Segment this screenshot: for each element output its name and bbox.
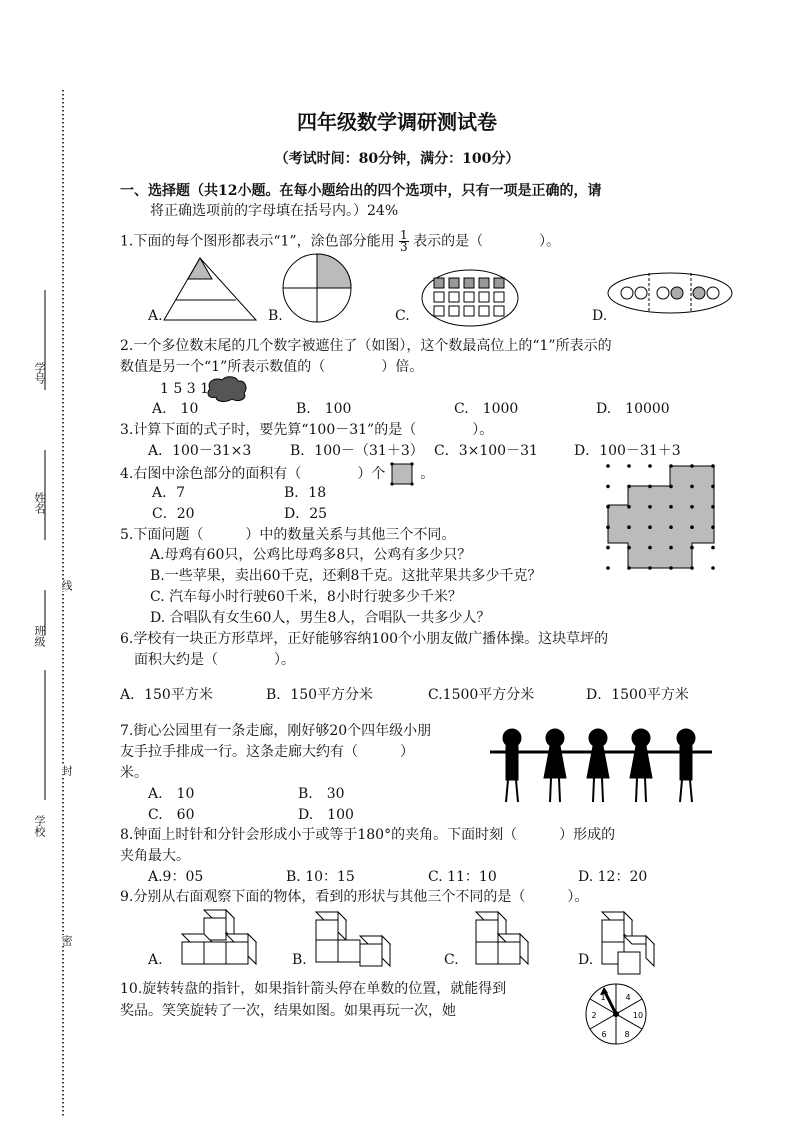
spinner-number-4: 4: [625, 993, 631, 1002]
question-8-line1: 8.钟面上时针和分针会形成小于或等于180°的夹角。下面时刻（ ）形成的: [120, 827, 616, 843]
grid-dot: [669, 505, 673, 509]
grid-dot: [648, 505, 652, 509]
question-1-text-a: 1.下面的每个图形都表示“1”，涂色部分能用: [120, 233, 395, 250]
page-subtitle: （考试时间：80分钟，满分：100分）: [274, 151, 520, 167]
question-10-line1: 10.旋转转盘的指针，如果指针箭头停在单数的位置，就能得到: [120, 981, 507, 997]
q5-option-b: B.一些苹果，卖出60千克，还剩8千克。这批苹果共多少千克？: [150, 568, 542, 584]
q2-option-d: D. 10000: [596, 401, 670, 417]
school-label: 学校: [33, 815, 46, 837]
q4-option-a: A．7: [152, 485, 186, 501]
grid-dot: [606, 505, 610, 509]
question-9: 9.分别从右面观察下面的物体，看到的形状与其他三个不同的是（ ）。: [120, 889, 589, 905]
question-7-line3: 米。: [120, 765, 148, 781]
grid-dot: [627, 525, 631, 529]
q2-option-c: C. 1000: [454, 401, 519, 417]
q6-option-d: D．1500平方米: [586, 687, 689, 703]
q2-option-a: A. 10: [152, 401, 199, 417]
cubes-figure-d: [598, 908, 664, 978]
q8-option-d: D. 12：20: [578, 869, 648, 885]
grid-dot: [627, 505, 631, 509]
question-7-line2: 友手拉手排成一行。这条走廊大约有（ ）: [120, 744, 414, 760]
q3-option-c: C．3×100－31: [434, 443, 538, 459]
q4-option-d: D．25: [284, 506, 328, 522]
grid-dot: [627, 566, 631, 570]
grid-dot: [711, 525, 715, 529]
q1-option-d: D.: [592, 308, 608, 324]
q9-option-c: C.: [444, 952, 459, 968]
grid-dot: [690, 505, 694, 509]
grid-dot: [627, 546, 631, 550]
grid-dot: [690, 525, 694, 529]
grid-dot: [690, 485, 694, 489]
dot-grid-shaded-figure: [604, 462, 720, 578]
grid-dot: [648, 485, 652, 489]
grid-dot: [648, 525, 652, 529]
spinner-number-10: 10: [632, 1011, 644, 1020]
grid-dot: [606, 566, 610, 570]
q8-option-a: A.9：05: [148, 869, 204, 885]
grid-dot: [690, 546, 694, 550]
seal-secret-char: 密: [60, 935, 73, 946]
question-4-text-a: 4.右图中涂色部分的面积有（ ）个: [120, 466, 386, 482]
question-7-line1: 7.街心公园里有一条走廊，刚好够20个四年级小朋: [120, 723, 432, 739]
question-3: 3.计算下面的式子时，要先算“100－31”的是（ ）。: [120, 422, 494, 438]
q7-option-c: C. 60: [148, 807, 195, 823]
grid-dot: [669, 464, 673, 468]
q7-option-b: B. 30: [298, 786, 345, 802]
section-heading-cont: 将正确选项前的字母填在括号内。）24%: [150, 203, 399, 219]
q7-option-a: A. 10: [148, 786, 195, 802]
spinner-number-2: 2: [591, 1011, 597, 1020]
q5-option-d: D. 合唱队有女生60人，男生8人，合唱队一共多少人？: [150, 610, 491, 626]
grid-dot: [606, 525, 610, 529]
grid-dot: [669, 485, 673, 489]
grid-dot: [711, 546, 715, 550]
q9-option-a: A.: [148, 952, 163, 968]
spinner-figure: [582, 982, 650, 1046]
q9-option-b: B.: [292, 952, 307, 968]
name-label: 姓名: [33, 492, 46, 514]
q3-option-a: A．100－31×3: [148, 443, 252, 459]
grid-dot: [648, 546, 652, 550]
question-6-line1: 6.学校有一块正方形草坪，正好能够容纳100个小朋友做广播体操。这块草坪的: [120, 631, 609, 647]
grid-dot: [648, 566, 652, 570]
triangle-figure: [160, 254, 260, 324]
q6-option-c: C.1500平方分米: [428, 687, 535, 703]
class-label: 班级: [33, 625, 46, 647]
covered-number-digits: 1 5 3 1: [160, 381, 209, 397]
grid-dot: [606, 464, 610, 468]
cubes-figure-a: [178, 908, 260, 974]
question-8-line2: 夹角最大。: [120, 848, 190, 864]
section-heading: 一、选择题（共12小题。在每小题给出的四个选项中，只有一项是正确的，请: [120, 183, 602, 199]
q9-option-d: D.: [578, 952, 594, 968]
spinner-number-1: 1: [600, 993, 606, 1002]
grid-dot: [669, 566, 673, 570]
q5-option-c: C. 汽车每小时行驶60千米，8小时行驶多少千米？: [150, 589, 462, 605]
circle-figure: [280, 252, 354, 324]
children-holding-hands-figure: [490, 726, 712, 804]
unit-square-icon: [390, 462, 416, 486]
q2-option-b: B. 100: [296, 401, 352, 417]
question-1: [120, 230, 560, 253]
grid-dot: [711, 505, 715, 509]
ink-blot-cover: [204, 375, 250, 403]
q8-option-c: C. 11：10: [428, 869, 497, 885]
cubes-figure-c: [470, 908, 548, 974]
q6-option-b: B．150平方分米: [266, 687, 374, 703]
grid-dot: [669, 546, 673, 550]
dotted-cut-line: [60, 90, 66, 1120]
grid-dot: [711, 464, 715, 468]
grid-dot: [690, 566, 694, 570]
grid-dot: [669, 525, 673, 529]
seal-line-char: 线: [60, 580, 73, 591]
circles-oval-figure: [605, 270, 735, 316]
question-6-line2: 面积大约是（ ）。: [134, 652, 295, 668]
grid-dot: [711, 485, 715, 489]
student-number-label: 学号: [33, 362, 46, 384]
spinner-number-6: 6: [601, 1030, 607, 1039]
page-title: 四年级数学调研测试卷: [297, 110, 497, 134]
q1-option-b: B.: [268, 308, 283, 324]
grid-dot: [711, 566, 715, 570]
q3-option-d: D．100－31＋3: [574, 443, 681, 459]
fraction-one-third: $\frac{1}{3}$: [400, 228, 408, 254]
question-4-text-b: 。: [420, 466, 435, 482]
grid-dot: [627, 464, 631, 468]
question-2-line1: 2.一个多位数末尾的几个数字被遮住了（如图），这个数最高位上的“1”所表示的: [120, 338, 612, 354]
question-5: 5.下面问题（ ）中的数量关系与其他三个不同。: [120, 527, 456, 543]
seal-seal-char: 封: [60, 765, 73, 776]
grid-dot: [627, 485, 631, 489]
spinner-number-8: 8: [624, 1030, 630, 1039]
q6-option-a: A．150平方米: [120, 687, 213, 703]
question-2-line2: 数值是另一个“1”所表示数值的（ ）倍。: [120, 359, 424, 375]
q3-option-b: B．100－（31＋3）: [290, 443, 424, 459]
grid-dot: [690, 464, 694, 468]
q4-option-b: B．18: [284, 485, 327, 501]
grid-dot: [648, 464, 652, 468]
question-1-text-b: 表示的是（ ）。: [413, 233, 561, 250]
cubes-figure-b: [312, 908, 396, 974]
grid-dot: [606, 546, 610, 550]
q8-option-b: B. 10：15: [286, 869, 355, 885]
q5-option-a: A.母鸡有60只，公鸡比母鸡多8只，公鸡有多少只？: [150, 547, 472, 563]
question-10-line2: 奖品。笑笑旋转了一次，结果如图。如果再玩一次，她: [120, 1003, 456, 1019]
q1-option-a: A.: [148, 308, 163, 324]
q1-option-c: C.: [395, 308, 410, 324]
q4-option-c: C．20: [152, 506, 195, 522]
squares-figure: [420, 268, 520, 328]
grid-dot: [606, 485, 610, 489]
q7-option-d: D. 100: [298, 807, 354, 823]
